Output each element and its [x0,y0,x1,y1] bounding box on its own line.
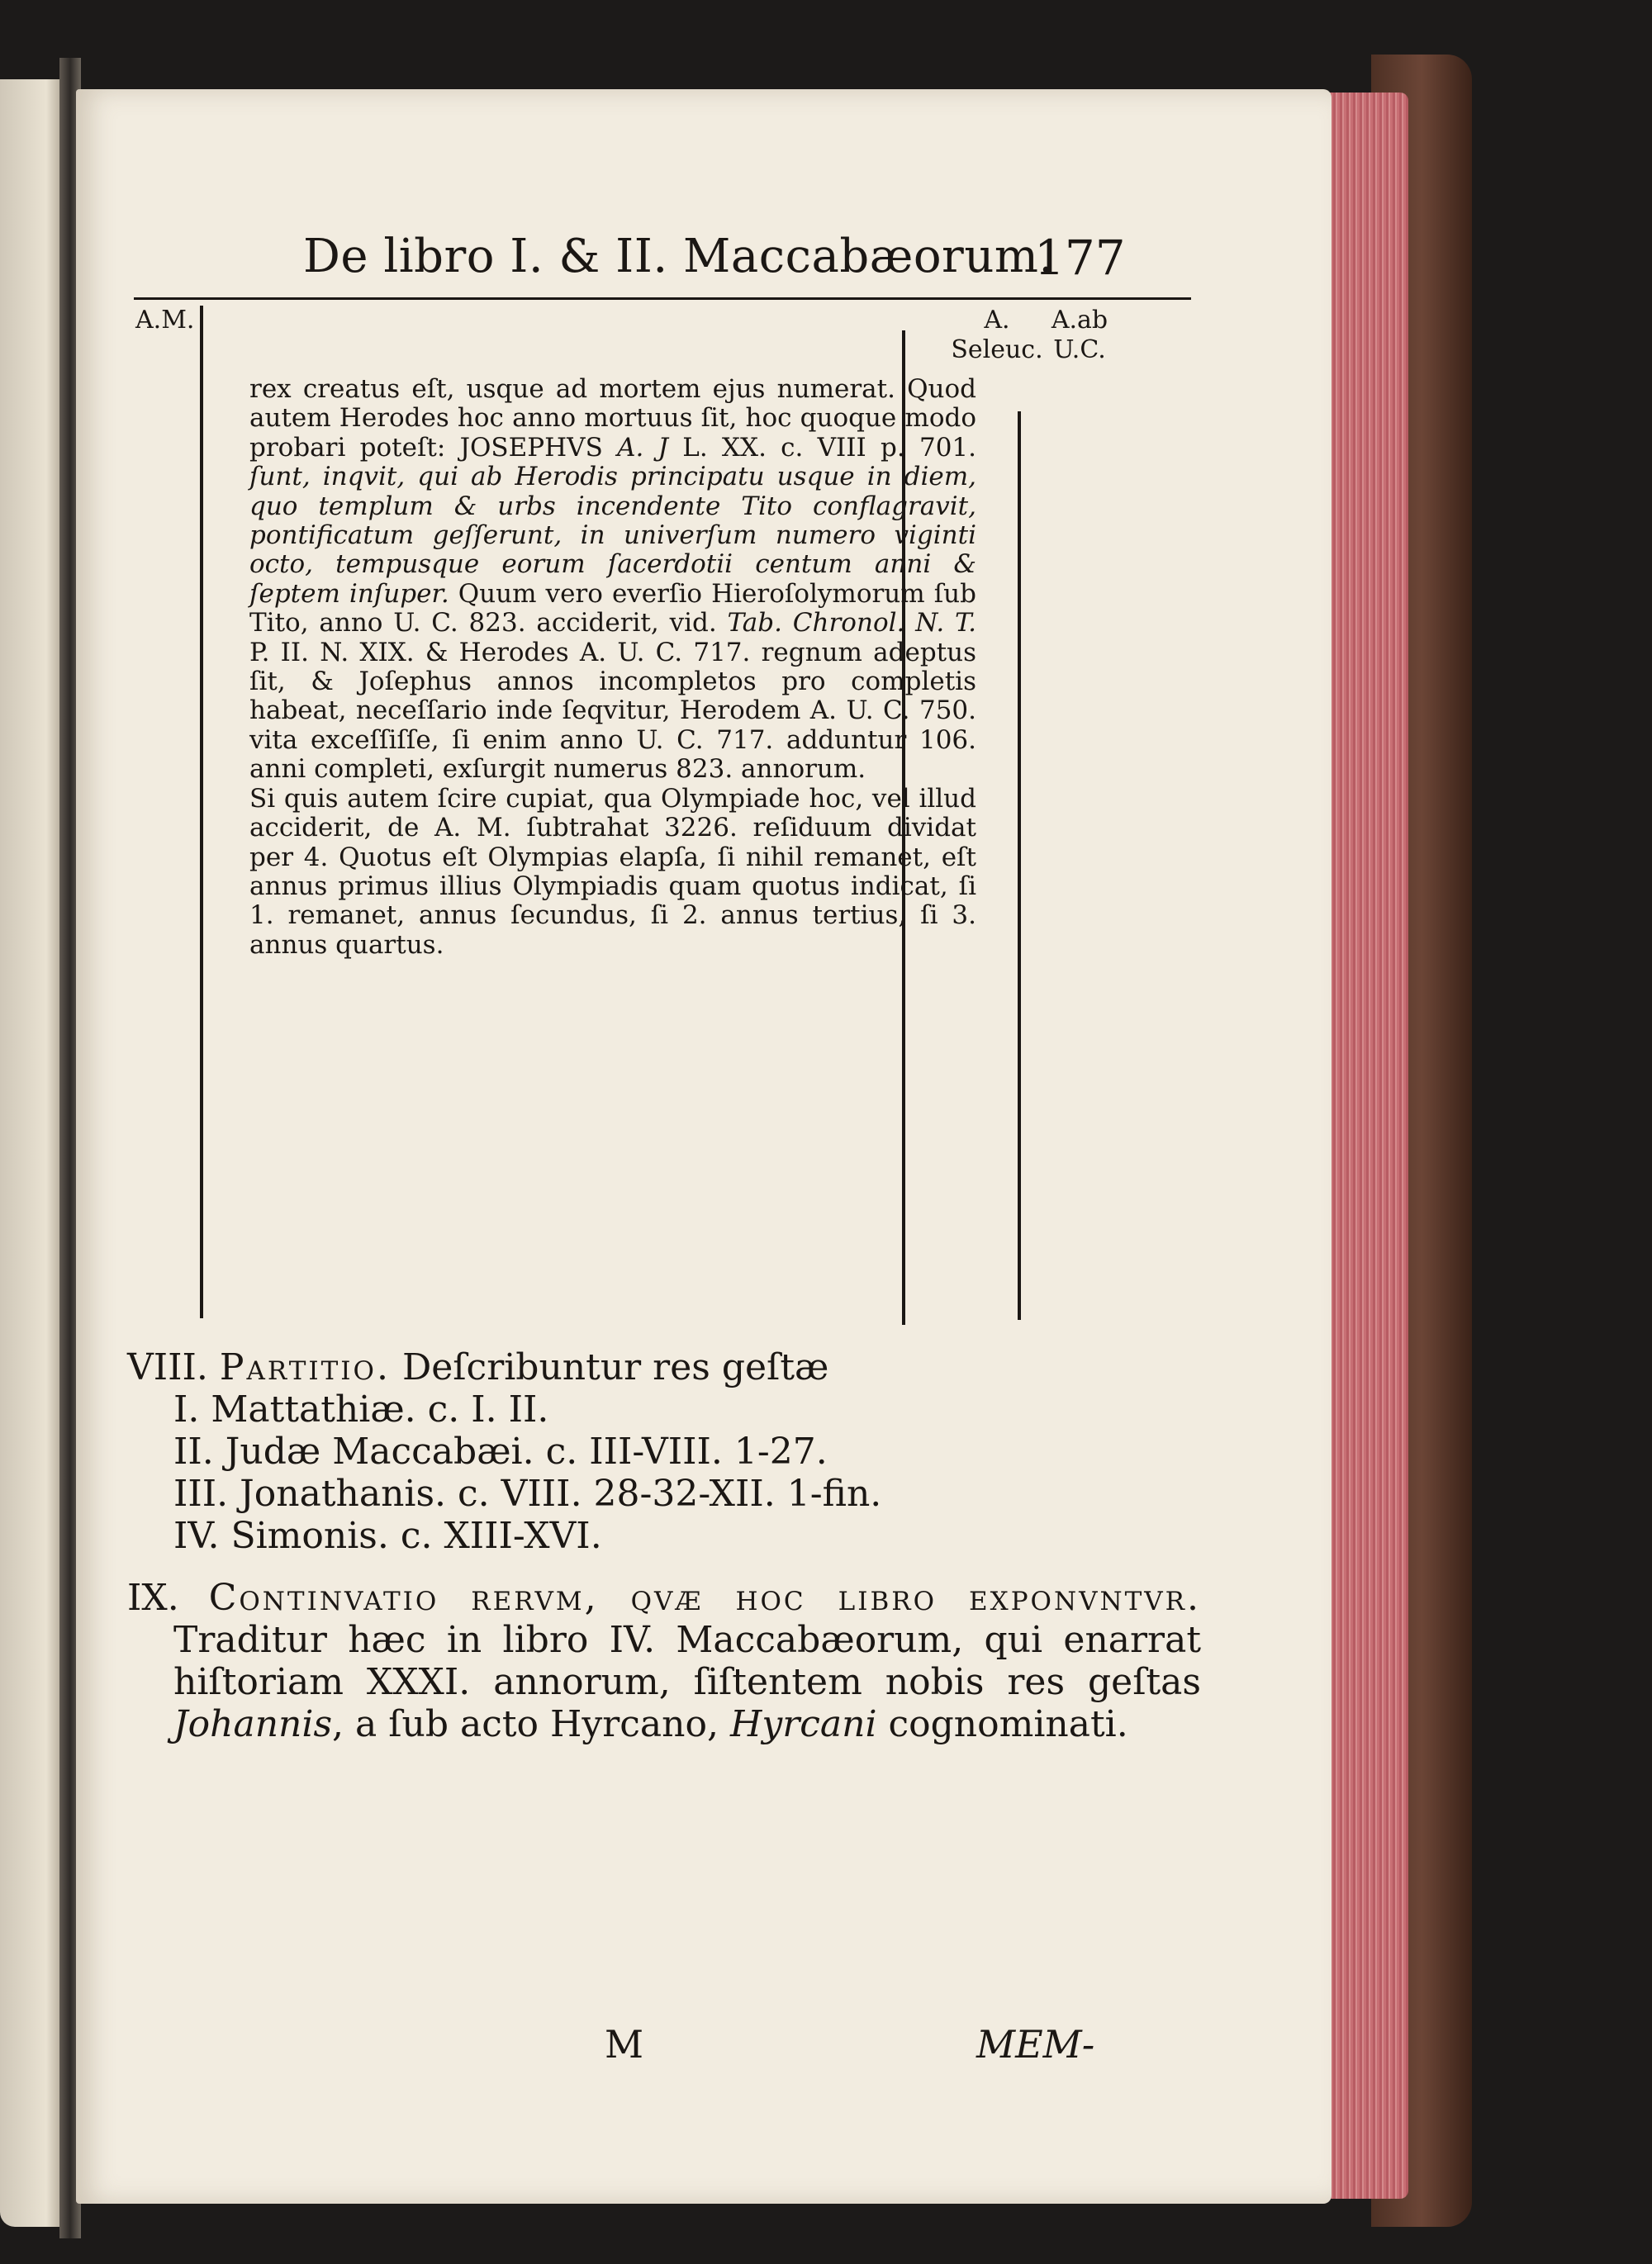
section-viii-item: I. Mattathiæ. c. I. II. [173,1388,549,1431]
header-rule [134,297,1191,300]
column-label-am: A.M. [135,306,195,335]
column-label-uc-1: A.ab [1051,306,1108,335]
chronology-note [249,375,976,960]
signature-mark: M [605,2022,644,2067]
column-label-uc-2: U.C. [1053,335,1106,364]
book-page [76,89,1332,2204]
column-rule-seleuc [1018,411,1021,1320]
note-paragraph-1: rex creatus eſt, usque ad mortem ejus numerat. Quod autem Herodes hoc anno mortuus ſit, hoc quoque modo probari poteſt: JOSEPHVS A. J L. XX. c. VIII p. 701. ſunt, inqvit, qui ab Herodis principatu usque in diem, quo templum & urbs incendente Tito conflagravit, pontificatum geſſerunt, in univerſum numero viginti octo, tempusque eorum ſacerdotii centum anni & ſeptem inſuper. Quum vero everſio Hieroſolymorum ſub Tito, anno U. C. 823. acciderit, vid. Tab. Chronol. N. T. P. II. N. XIX. & Herodes A. U. C. 717. regnum adeptus ſit, & Joſephus annos incompletos pro completis habeat, neceſſario inde ſeqvitur, Herodem A. U. C. 750. vita exceſſiſſe, ſi enim anno U. C. 717. adduntur 106. anni completi, exſurgit numerus 823. annorum. [249,374,976,785]
column-label-seleuc-1: A. [984,306,1010,335]
running-head [76,230,1332,296]
section-ix-paragraph: IX. Continvatio rervm, qvæ hoc libro exponvntvr. Traditur hæc in libro IV. Maccabæorum, qui enarrat hiſtoriam XXXI. annorum, ſiſtentem nobis res geſtas Johannis, a ſub acto Hyrcano, Hyrcani cognominati. [127,1577,1201,1745]
catchword: MEM- [976,2022,1095,2067]
running-title: De libro I. & II. Maccabæorum. [303,230,1054,283]
page-number: 177 [1034,230,1126,286]
section-viii-title: Partitio. [219,1346,391,1388]
section-viii-heading: VIII. Partitio. Deſcribuntur res geſtæ [127,1346,829,1388]
note-paragraph-2: Si quis autem ſcire cupiat, qua Olympiade hoc, vel illud acciderit, de A. M. ſubtrahat 3226. reſiduum dividat per 4. Quotus eſt Olympias elapſa, ſi nihil remanet, eſt annus primus illius Olympiadis quam quotus indicat, ſi 1. remanet, annus ſecundus, ſi 2. annus tertius, ſi 3. annus quartus. [249,783,976,960]
section-viii-item: III. Jonathanis. c. VIII. 28-32-XII. 1-fin. [173,1473,882,1515]
column-rule-am [200,306,203,1318]
left-page-edge [0,79,66,2227]
section-viii-item: IV. Simonis. c. XIII-XVI. [173,1515,602,1557]
section-viii-ix [127,1346,1201,1745]
section-viii-item: II. Judæ Maccabæi. c. III-VIII. 1-27. [173,1431,828,1473]
column-label-seleuc-2: Seleuc. [951,335,1043,364]
section-ix-title: Continvatio rervm, qvæ hoc libro exponvntvr. [208,1577,1201,1619]
